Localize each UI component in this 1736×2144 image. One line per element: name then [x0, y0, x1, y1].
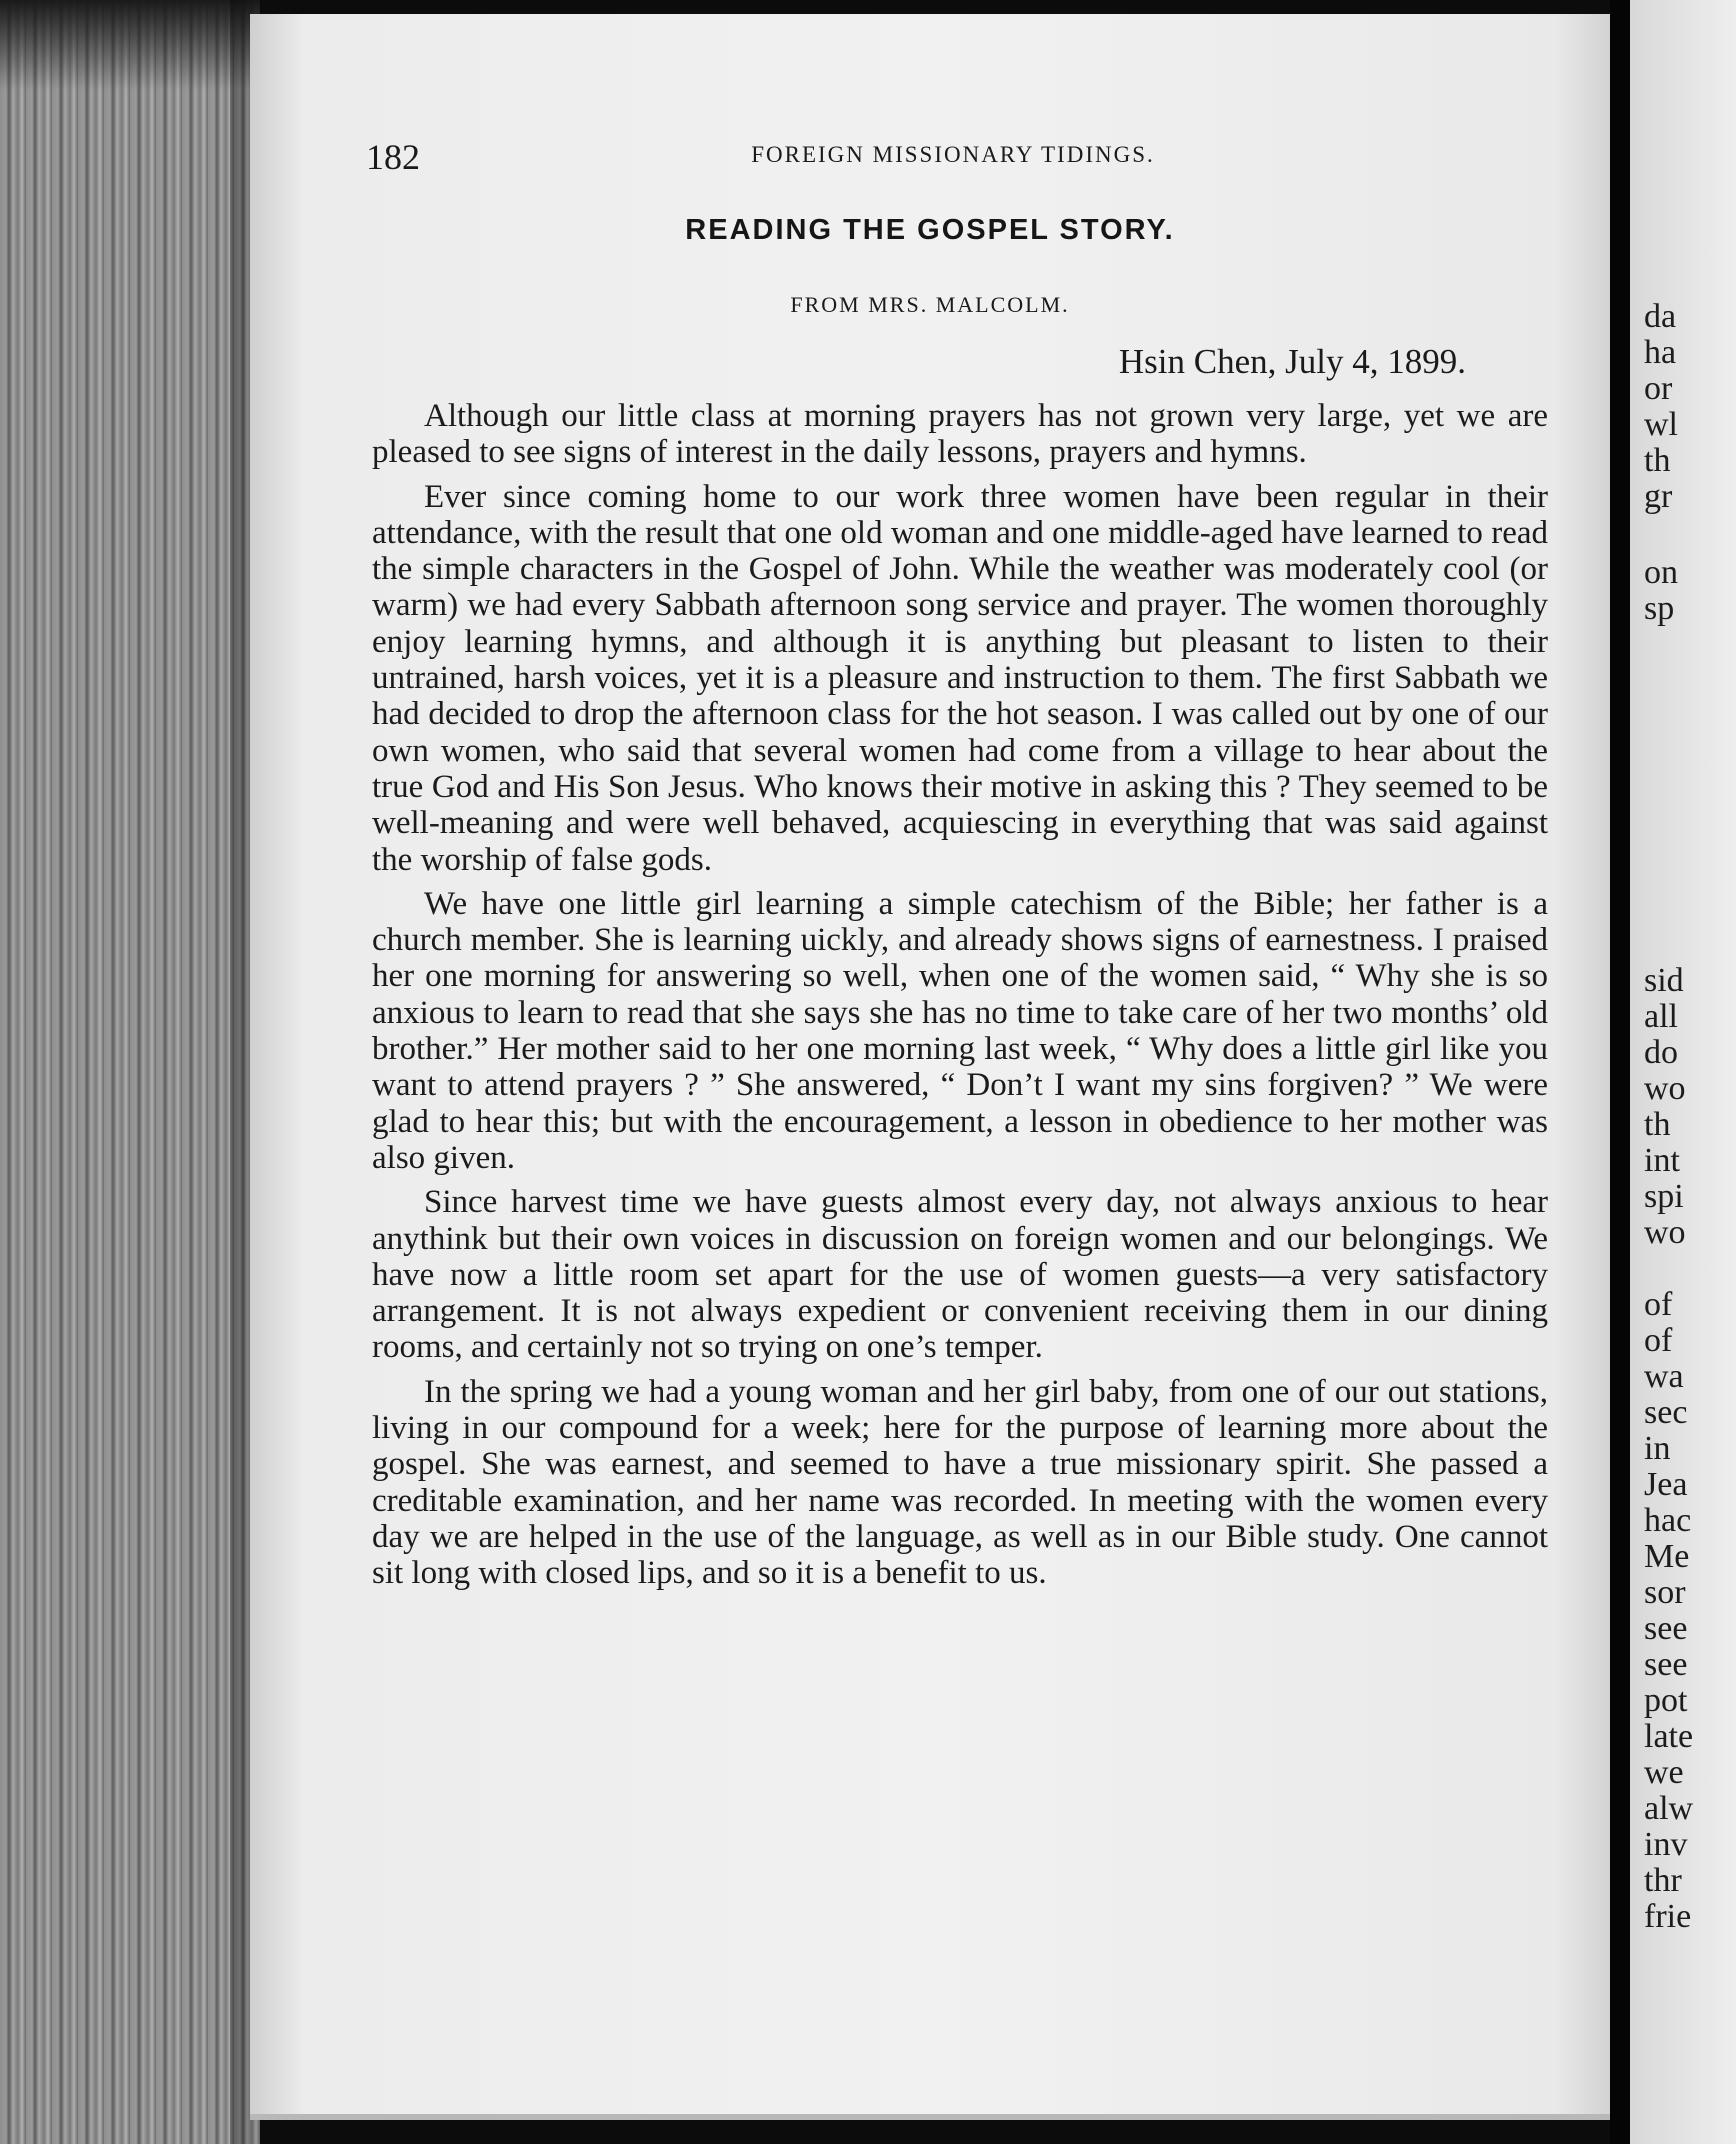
facing-page-fragment: of	[1644, 1322, 1673, 1359]
page-content	[250, 14, 1610, 2114]
facing-page-fragment: of	[1644, 1286, 1673, 1323]
facing-page-fragment: sor	[1644, 1574, 1686, 1611]
article-body	[372, 398, 1548, 1600]
facing-page-fragment: all	[1644, 998, 1678, 1035]
book-gutter	[1610, 0, 1630, 2144]
facing-page-fragment: sid	[1644, 962, 1684, 999]
facing-page-fragment: wo	[1644, 1214, 1686, 1251]
facing-page-fragment: Me	[1644, 1538, 1690, 1575]
facing-page-fragment: da	[1644, 298, 1677, 335]
facing-page-fragment: in	[1644, 1430, 1671, 1467]
paragraph: Ever since coming home to our work three women have been regular in their attendance, with the result that one old woman and one middle-aged have learned to read the simple characters in the Gospel of John. While the weather was moderately cool (or warm) we had every Sabbath afternoon song service and prayer. The women thoroughly enjoy learning hymns, and although it is anything but pleasant to listen to their untrained, harsh voices, yet it is a pleasure and instruction to them. The first Sabbath we had decided to drop the afternoon class for the hot season. I was called out by one of our own women, who said that several women had come from a village to hear about the true God and His Son Jesus. Who knows their motive in asking this ? They seemed to be well-meaning and were well behaved, acquiescing in everything that was said against the worship of false gods.	[372, 478, 1548, 878]
article-title: READING THE GOSPEL STORY.	[685, 214, 1175, 246]
facing-page	[1630, 0, 1736, 2144]
facing-page-fragment: thr	[1644, 1862, 1682, 1899]
facing-page-fragment: Jea	[1644, 1466, 1688, 1503]
facing-page-fragment: inv	[1644, 1826, 1688, 1863]
paragraph: Although our little class at morning prayers has not grown very large, yet we are pleased to see signs of interest in the daily lessons, prayers and hymns.	[372, 398, 1548, 471]
facing-page-fragment: wl	[1644, 406, 1678, 443]
facing-page-fragment: sec	[1644, 1394, 1688, 1431]
facing-page-fragment: pot	[1644, 1682, 1688, 1719]
facing-page-fragment: ha	[1644, 334, 1677, 371]
facing-page-fragment: wo	[1644, 1070, 1686, 1107]
facing-page-fragment: th	[1644, 1106, 1671, 1143]
facing-page-fragment: sp	[1644, 590, 1675, 627]
page-number: 182	[366, 137, 420, 177]
facing-page-fragment: on	[1644, 554, 1678, 591]
facing-page-fragment: spi	[1644, 1178, 1684, 1215]
facing-page-fragment: hac	[1644, 1502, 1692, 1539]
paragraph: In the spring we had a young woman and her girl baby, from one of our out stations, living in our compound for a week; here for the purpose of learning more about the gospel. She was earnest, and seemed to have a true missionary spirit. She passed a creditable examination, and her name was recorded. In meeting with the women every day we are helped in the use of the language, as well as in our Bible study. One cannot sit long with closed lips, and so it is a benefit to us.	[372, 1373, 1548, 1592]
book-page-edges	[0, 0, 260, 2144]
journal-title: FOREIGN MISSIONARY TIDINGS.	[751, 142, 1155, 167]
article-dateline: Hsin Chen, July 4, 1899.	[1118, 342, 1466, 381]
article-byline: FROM MRS. MALCOLM.	[790, 292, 1070, 317]
facing-page-fragment: gr	[1644, 478, 1673, 515]
facing-page-fragment: see	[1644, 1610, 1688, 1647]
book-page	[250, 14, 1610, 2120]
paragraph: Since harvest time we have guests almost every day, not always anxious to hear anythink but their own voices in discussion on foreign women and our belongings. We have now a little room set apart for the use of women guests—a very satisfactory arrangement. It is not always expedient or convenient receiving them in our dining rooms, and certainly not so trying on one’s temper.	[372, 1184, 1548, 1366]
facing-page-fragment: do	[1644, 1034, 1678, 1071]
facing-page-fragment: int	[1644, 1142, 1680, 1179]
facing-page-fragment: see	[1644, 1646, 1688, 1683]
running-head	[366, 136, 1540, 176]
facing-page-fragment: th	[1644, 442, 1671, 479]
facing-page-fragment: or	[1644, 370, 1673, 407]
facing-page-fragment: wa	[1644, 1358, 1684, 1395]
facing-page-fragment: frie	[1644, 1898, 1692, 1935]
facing-page-fragment: we	[1644, 1754, 1684, 1791]
facing-page-fragment: late	[1644, 1718, 1694, 1755]
paragraph: We have one little girl learning a simple catechism of the Bible; her father is a church member. She is learning uickly, and already shows signs of earnestness. I praised her one morning for answering so well, when one of the women said, “ Why she is so anxious to learn to read that she says she has no time to take care of her two months’ old brother.” Her mother said to her one morning last week, “ Why does a little girl like you want to attend prayers ? ” She answered, “ Don’t I want my sins forgiven? ” We were glad to hear this; but with the encouragement, a lesson in obedience to her mother was also given.	[372, 885, 1548, 1176]
facing-page-fragment: alw	[1644, 1790, 1694, 1827]
